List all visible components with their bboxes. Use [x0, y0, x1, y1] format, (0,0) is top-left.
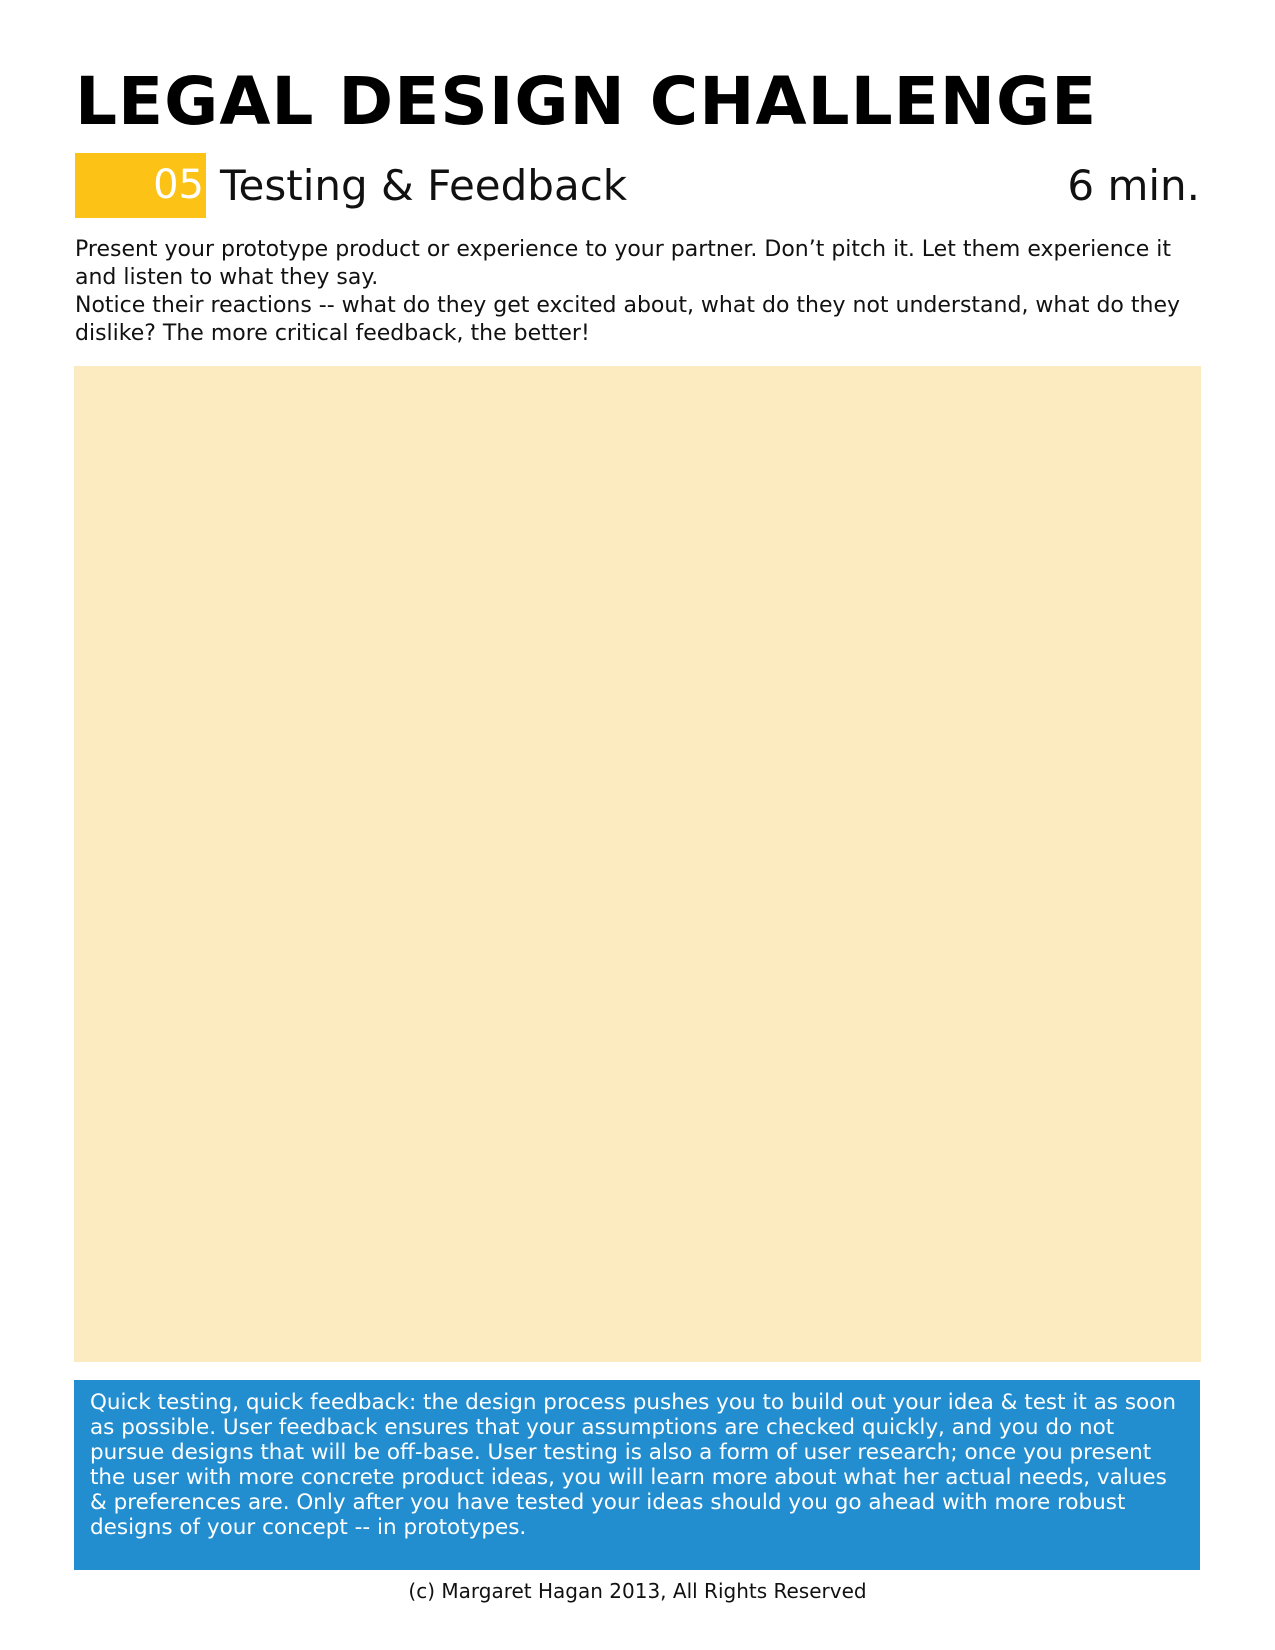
step-title: Testing & Feedback — [220, 161, 628, 210]
info-text: Quick testing, quick feedback: the design process pushes you to build out your idea & test it as soon as possible. User feedback ensures that your assumptions are checked quickly, and you do not pursue designs that will be off-base. User testing is also a form of user research; once you present the user with more concrete product ideas, you will learn more about what her actual needs, values & preferences are. Only after you have tested your ideas should you go ahead with more robust designs of your concept -- in prototypes. — [90, 1390, 1176, 1540]
info-box — [74, 1380, 1200, 1570]
instructions-paragraph-2: Notice their reactions -- what do they get excited about, what do they not understand, what do they dislike? The more critical feedback, the better! — [75, 293, 1181, 346]
step-number-badge: 05 — [75, 153, 206, 218]
page-title: LEGAL DESIGN CHALLENGE — [75, 63, 1098, 140]
work-area[interactable] — [74, 366, 1201, 1362]
copyright: (c) Margaret Hagan 2013, All Rights Reserved — [408, 1579, 867, 1603]
step-duration: 6 min. — [1067, 161, 1200, 210]
instructions — [75, 236, 1205, 348]
instructions-paragraph-1: Present your prototype product or experience to your partner. Don’t pitch it. Let them experience it and listen to what they say. — [75, 237, 1172, 290]
